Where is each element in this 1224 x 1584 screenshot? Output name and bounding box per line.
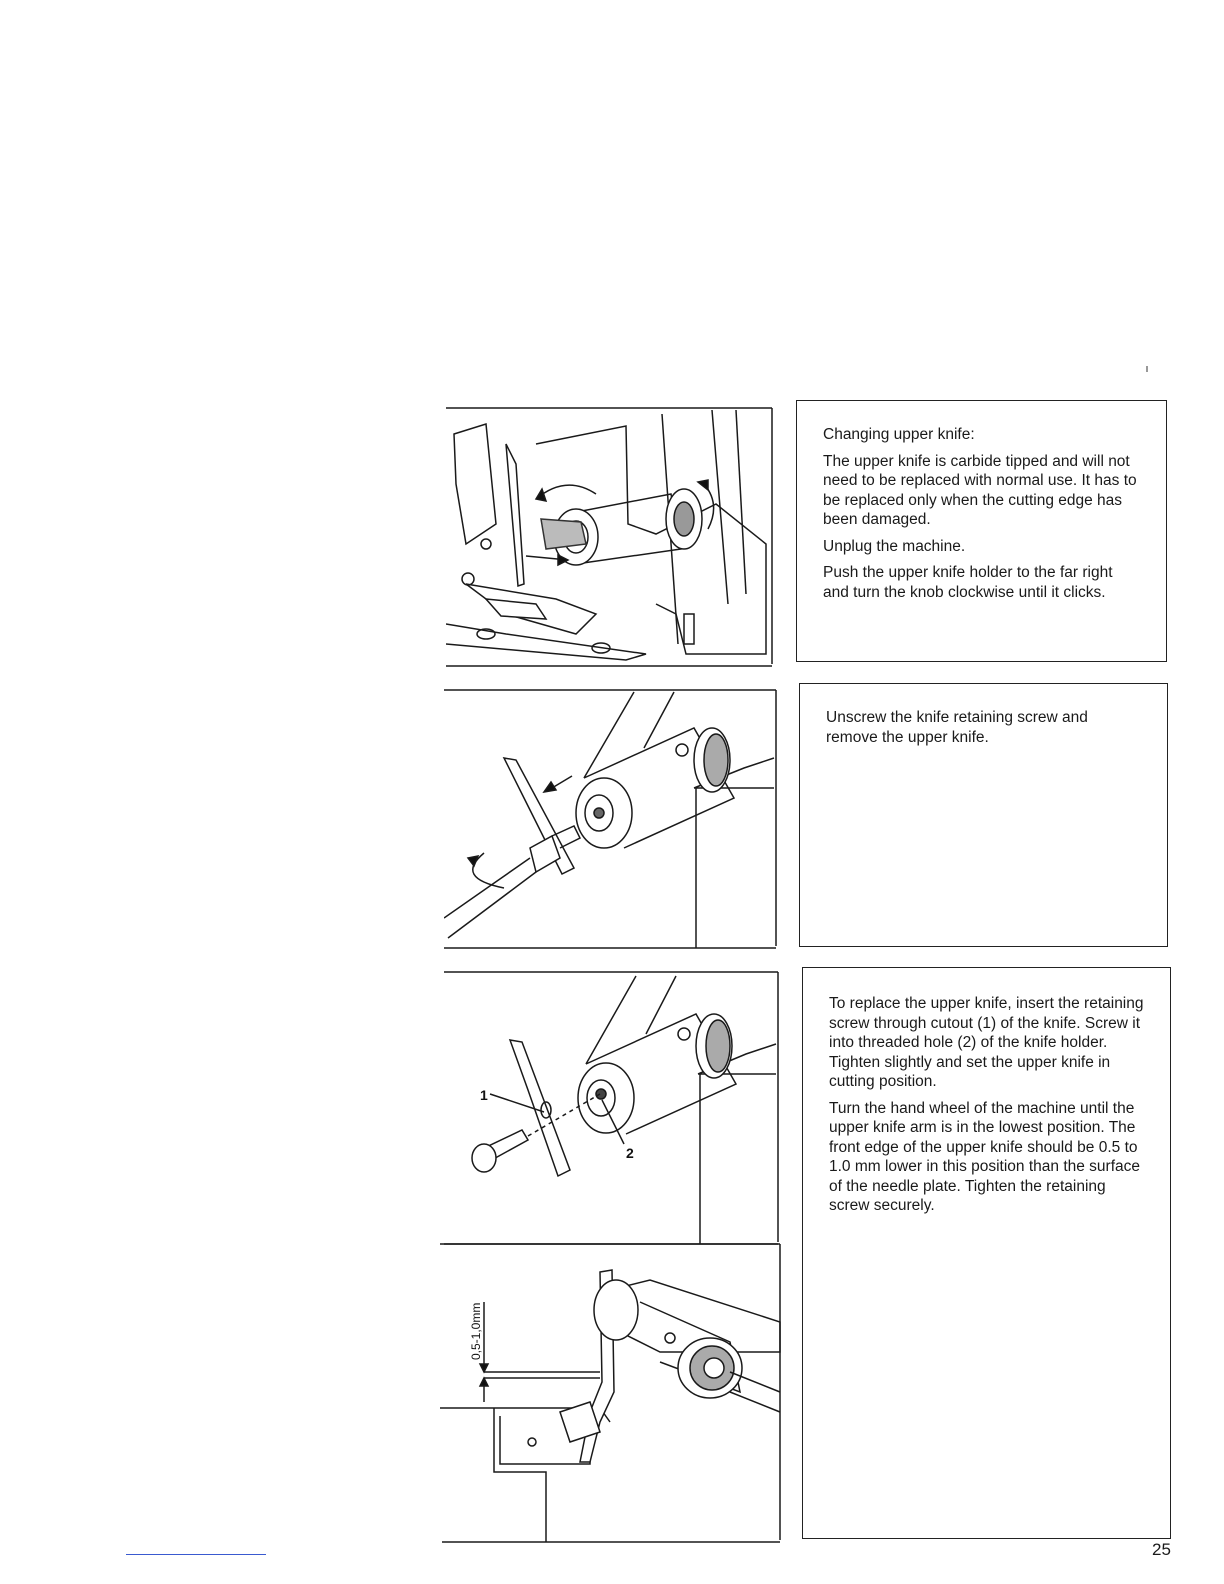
instruction-panel-unscrew <box>799 683 1168 947</box>
label-dimension: 0,5-1,0mm <box>469 1302 483 1360</box>
panel-paragraph: Turn the hand wheel of the machine until the upper knife arm is in the lowest position. The front edge of the upper knife should be 0.5 to 1.0 mm lower in this position than the surface of the needle plate. Tighten the retaining screw securely. <box>829 1099 1141 1214</box>
panel-heading: Changing upper knife: <box>823 426 975 443</box>
figure-insert-screw <box>444 970 780 1246</box>
panel-paragraph: Unscrew the knife retaining screw and remove the upper knife. <box>826 709 1088 746</box>
figure-unscrew-knife <box>444 688 778 952</box>
footer-rule <box>126 1554 266 1555</box>
page-number: 25 <box>1152 1540 1171 1559</box>
panel-paragraph: Unplug the machine. <box>823 537 966 555</box>
scan-mark <box>1146 366 1148 372</box>
instruction-panel-changing-knife <box>796 400 1167 662</box>
panel-paragraph: The upper knife is carbide tipped and will not need to be replaced with normal use. It has to be replaced only when the cutting edge has been damaged. <box>823 452 1137 528</box>
instruction-panel-replace <box>802 967 1171 1539</box>
label-cutout-1: 1 <box>480 1087 488 1103</box>
panel-paragraph: To replace the upper knife, insert the retaining screw through cutout (1) of the knife. Screw it into threaded hole (2) of the knife holder. Tighten slightly and set the upper knife in cutting position. <box>829 995 1144 1090</box>
panel-paragraph: Push the upper knife holder to the far right and turn the knob clockwise until it clicks. <box>823 564 1113 601</box>
figure-unplug-push-knife-holder <box>446 404 774 668</box>
label-threaded-hole-2: 2 <box>626 1145 634 1161</box>
figure-knife-height <box>440 1242 782 1546</box>
